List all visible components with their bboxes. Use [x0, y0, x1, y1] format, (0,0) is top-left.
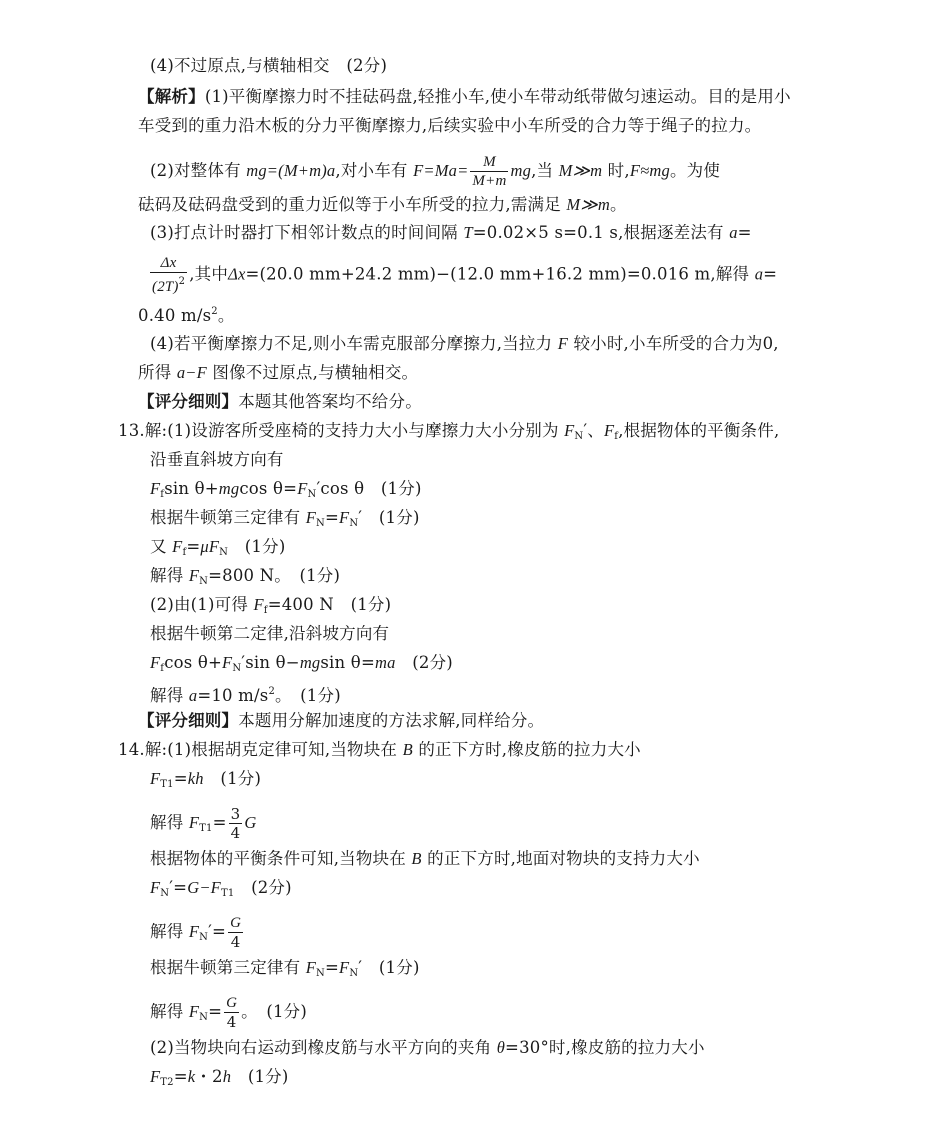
analysis-tag: 【解析】 — [138, 87, 205, 106]
q13-eq-2: 根据牛顿第三定律有 $F_N=F_N'$ (1分) — [150, 508, 420, 529]
analysis-line-5: (3)打点计时器打下相邻计数点的时间间隔 T=0.02×5 s=0.1 s,根据逐差法有 a= — [150, 223, 752, 242]
q13-line-2: 沿垂直斜坡方向有 — [150, 450, 284, 469]
scoring-tag-2: 【评分细则】 — [138, 711, 239, 730]
q14-result-2: 解得 $F_N'=$ $\frac{G}{4}$ — [150, 915, 242, 951]
fraction-m-over-mplusm: $\frac{M}{M+m}$ — [472, 154, 507, 189]
fraction-3-over-4: $\frac{3}{4}$ — [230, 805, 241, 842]
q13-result-1: 解得 $F_N=800$ N。 (1分) — [150, 566, 341, 587]
fraction-dx-over-2t2: $\frac{\Delta x}{(2T)^2}$ — [152, 255, 186, 295]
q13-intro: 13.解:(1)设游客所受座椅的支持力大小与摩擦力大小分别为 $F_N'$、$F_f$,根据物体的平衡条件, — [118, 421, 780, 442]
line-4-result: (4)不过原点,与横轴相交 (2分) — [150, 56, 388, 75]
q14-result-1: 解得 $F_{T1}=$ $\frac{3}{4}$ G — [150, 805, 257, 842]
analysis-line-6: $\frac{\Delta x}{(2T)^2}$ ,其中Δx=(20.0 mm+24.2 mm)−(12.0 mm+16.2 mm)=0.016 m,解得 a= — [152, 255, 778, 295]
q14-line-4: 根据物体的平衡条件可知,当物块在 B 的正下方时,地面对物块的支持力大小 — [150, 849, 700, 868]
analysis-line-1: 【解析】(1)平衡摩擦力时不挂砝码盘,轻推小车,使小车带动纸带做匀速运动。目的是用小 — [138, 87, 791, 106]
q14-eq-4: $F_{T2}=k$・2h (1分) — [150, 1067, 289, 1088]
fraction-g-over-4: $\frac{G}{4}$ — [230, 915, 242, 951]
analysis-line-3: (2)对整体有 mg=(M+m)a,对小车有 F=Ma= $\frac{M}{M+m}$ mg,当 M≫m 时,F≈mg。为使 — [150, 154, 721, 189]
analysis-line-8: (4)若平衡摩擦力不足,则小车需克服部分摩擦力,当拉力 F 较小时,小车所受的合力为0, — [150, 334, 779, 353]
q14-part-2: (2)当物块向右运动到橡皮筋与水平方向的夹角 θ=30°时,橡皮筋的拉力大小 — [150, 1038, 705, 1057]
q14-result-3: 解得 $F_N=$ $\frac{G}{4}$ 。 (1分) — [150, 995, 307, 1031]
q14-intro: 14.解:(1)根据胡克定律可知,当物块在 B 的正下方时,橡皮筋的拉力大小 — [118, 740, 641, 759]
analysis-line-2: 车受到的重力沿木板的分力平衡摩擦力,后续实验中小车所受的合力等于绳子的拉力。 — [138, 116, 762, 135]
analysis-line-9: 所得 a−F 图像不过原点,与横轴相交。 — [138, 363, 419, 382]
q13-eq-4: $F_f\cos$ $\theta+F_N'\sin$ θ−mgsin θ=ma (2分) — [150, 653, 453, 674]
q13-eq-3: 又 $F_f=\mu F_N$ (1分) — [150, 537, 286, 558]
analysis-line-4: 砝码及砝码盘受到的重力近似等于小车所受的拉力,需满足 M≫m。 — [138, 195, 627, 214]
q13-part-2: (2)由(1)可得 $F_f=400$ N (1分) — [150, 595, 392, 616]
scoring-tag: 【评分细则】 — [138, 392, 239, 411]
scoring-note-1: 【评分细则】本题其他答案均不给分。 — [138, 392, 422, 411]
q13-eq-1: $F_f\sin$ θ+mgcos $\theta=F_N'\cos$ θ (1分) — [150, 479, 422, 500]
q13-line-8: 根据牛顿第二定律,沿斜坡方向有 — [150, 624, 390, 643]
q14-eq-2: $F_N'=G-F_{T1}$ (2分) — [150, 878, 292, 899]
fraction-g-over-4-b: $\frac{G}{4}$ — [226, 995, 238, 1031]
q13-result-2: 解得 a=10 $m/s^2$。 (1分) — [150, 686, 341, 705]
q14-eq-3: 根据牛顿第三定律有 $F_N=F_N'$ (1分) — [150, 958, 420, 979]
q14-eq-1: $F_{T1}=kh$ (1分) — [150, 769, 262, 790]
analysis-line-7: 0.40 $m/s^2$。 — [138, 306, 235, 325]
scoring-note-2: 【评分细则】本题用分解加速度的方法求解,同样给分。 — [138, 711, 545, 730]
